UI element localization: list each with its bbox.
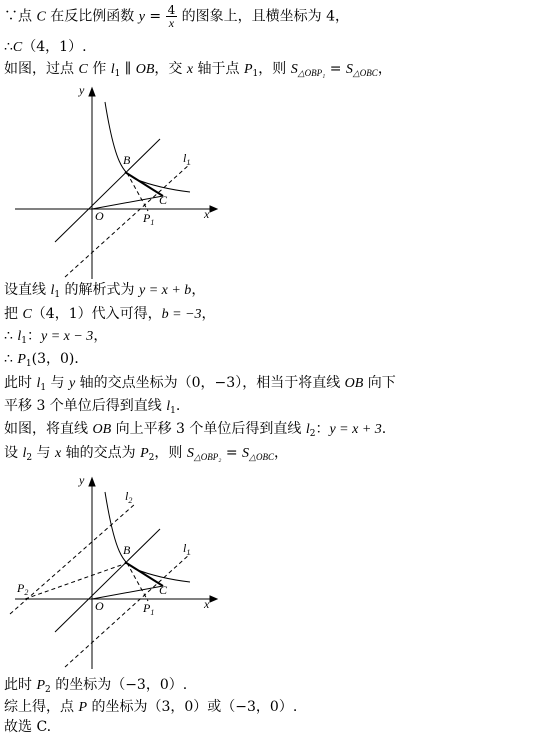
text: ，交 [154, 61, 187, 77]
subscript: 2 [309, 429, 316, 439]
line-OB [55, 529, 160, 632]
text: ， [191, 282, 206, 298]
segment-OC [92, 196, 163, 209]
text: 向上平移 3 个单位后得到直线 [111, 421, 306, 437]
subscript: △OBC [249, 452, 274, 462]
var-y: y [138, 9, 145, 25]
text: ∴ [4, 39, 13, 55]
text: ， [93, 328, 108, 344]
text: 作 [87, 61, 111, 77]
text: 在反比例函数 [45, 8, 139, 25]
y-arrow-icon [89, 88, 95, 96]
label-y: y [79, 83, 85, 97]
text: 向下 [363, 375, 396, 391]
var-x: x [54, 446, 62, 461]
text: （4，1）. [22, 39, 87, 55]
label-y: y [79, 473, 85, 487]
line-l2 [10, 504, 135, 614]
text: 轴的交点为 [61, 445, 141, 461]
fraction [166, 4, 178, 29]
text: 如图，将直线 [4, 421, 93, 437]
var-C: C [12, 40, 23, 55]
line-l1 [65, 164, 190, 277]
expression: y = x + 3 [329, 422, 382, 437]
subscript: 2 [148, 453, 155, 463]
subscript: 2 [45, 685, 51, 695]
text-line-14 [4, 718, 51, 736]
text: 轴于点 [193, 61, 244, 77]
text: . [175, 398, 181, 414]
text: 故选 C. [4, 719, 52, 735]
text-line-1 [4, 4, 349, 29]
subscript: 1 [25, 359, 32, 369]
text: ，则 [258, 61, 291, 77]
figure-1 [5, 84, 225, 284]
label-C: C [159, 583, 168, 597]
subscript: 1 [252, 69, 259, 79]
text-line-4 [4, 281, 205, 304]
var-P: P [78, 700, 88, 715]
text-line-12 [4, 676, 187, 699]
var-x: x [186, 62, 194, 77]
subscript: 1 [21, 336, 27, 346]
text: ，则 [154, 445, 187, 461]
text-line-11 [4, 444, 288, 467]
text-line-6 [4, 327, 107, 350]
denominator: x [168, 16, 175, 30]
text-line-9 [4, 397, 180, 420]
text-line-7 [4, 350, 88, 373]
label-P2: $P_2$ [17, 581, 29, 597]
var-OB: OB [135, 62, 155, 77]
var-S: S [290, 62, 298, 77]
subscript: 1 [54, 290, 61, 300]
label-P1: $P_1$ [143, 601, 155, 617]
text-line-3 [4, 60, 392, 83]
var-l: l [110, 62, 115, 77]
label-x: x [204, 597, 210, 611]
segment-BC [125, 562, 163, 586]
var-l: l [17, 329, 22, 344]
var-S: S [345, 62, 353, 77]
text: 与 [32, 445, 55, 461]
hyperbola-curve [105, 492, 190, 582]
var-P: P [17, 352, 26, 367]
expression: y = x − 3 [40, 329, 94, 344]
text: ∴ [4, 328, 18, 344]
line-OB [55, 139, 160, 242]
var-l: l [305, 422, 310, 437]
text: 的图象上，且横坐标为 4， [177, 8, 350, 25]
label-l1: $l_1$ [183, 541, 191, 557]
text: 如图，过点 [4, 61, 79, 77]
var-y: y [68, 376, 76, 391]
label-B: B [123, 543, 131, 557]
var-OB: OB [344, 376, 364, 391]
text: 的坐标为（3，0）或（−3，0）. [87, 699, 298, 715]
parallel-sign: ∥ [120, 61, 136, 77]
label-l2: $l_2$ [125, 489, 133, 505]
var-P: P [243, 62, 253, 77]
var-l: l [166, 399, 171, 414]
var-l: l [22, 446, 27, 461]
text: 轴的交点坐标为（0，−3），相当于将直线 [75, 375, 345, 391]
expression: b = −3 [161, 307, 202, 322]
text-line-10 [4, 420, 386, 443]
subscript: 1 [114, 69, 121, 79]
x-arrow-icon [210, 206, 217, 212]
segment-OC [92, 586, 163, 599]
x-arrow-icon [210, 596, 217, 602]
text-line-5 [4, 305, 216, 324]
text: ， [377, 61, 392, 77]
label-l1: $l_1$ [183, 151, 191, 167]
var-C: C [22, 307, 32, 322]
label-x: x [204, 207, 210, 221]
y-arrow-icon [89, 478, 95, 486]
numerator: 4 [167, 3, 176, 17]
subscript: 1 [40, 383, 47, 393]
var-C: C [78, 62, 88, 77]
label-P1: $P_1$ [143, 211, 155, 227]
text: （4，1）代入可得， [31, 306, 162, 322]
text: 设 [4, 445, 23, 461]
text-line-2 [4, 38, 87, 57]
text: 设直线 [4, 282, 51, 298]
var-OB: OB [92, 422, 112, 437]
text: 此时 [4, 677, 37, 693]
segment-BP2 [25, 563, 127, 599]
var-l: l [50, 283, 55, 298]
text: 综上得，点 [4, 699, 79, 715]
line-l1 [65, 554, 190, 667]
text-line-8 [4, 374, 396, 397]
text: ： [26, 328, 41, 344]
label-O: O [95, 599, 104, 613]
label-O: O [95, 209, 104, 223]
var-P: P [36, 678, 46, 693]
equals: = [144, 8, 166, 25]
equals: = [325, 61, 346, 77]
text: 与 [46, 375, 69, 391]
expression: y = x + b [138, 283, 192, 298]
text: ， [201, 306, 216, 322]
text: 的坐标为（−3，0）. [50, 677, 188, 693]
label-C: C [159, 193, 168, 207]
text-line-13 [4, 698, 297, 717]
subscript: 1 [170, 406, 176, 416]
var-l: l [36, 376, 41, 391]
equals: = [221, 445, 243, 461]
segment-BC [125, 172, 163, 196]
var-S: S [186, 446, 194, 461]
var-S: S [242, 446, 250, 461]
label-B: B [123, 153, 131, 167]
hyperbola-curve [105, 102, 190, 192]
text: ， [273, 445, 288, 461]
text: ∵点 [4, 8, 37, 25]
text: ∴ [4, 351, 18, 367]
subscript: 2 [26, 453, 33, 463]
text: ： [315, 421, 330, 437]
var-C: C [36, 9, 46, 25]
subscript: △OBC [352, 68, 378, 78]
text: (3，0)． [31, 351, 89, 367]
figure-2 [5, 474, 225, 674]
subscript: △OBP₂ [193, 452, 222, 462]
text: 此时 [4, 375, 37, 391]
text: 的解析式为 [60, 282, 139, 298]
subscript: △OBP₁ [297, 68, 326, 78]
text: 平移 3 个单位后得到直线 [4, 398, 167, 414]
text: . [381, 421, 387, 437]
text: 把 [4, 306, 23, 322]
var-P: P [140, 446, 149, 461]
